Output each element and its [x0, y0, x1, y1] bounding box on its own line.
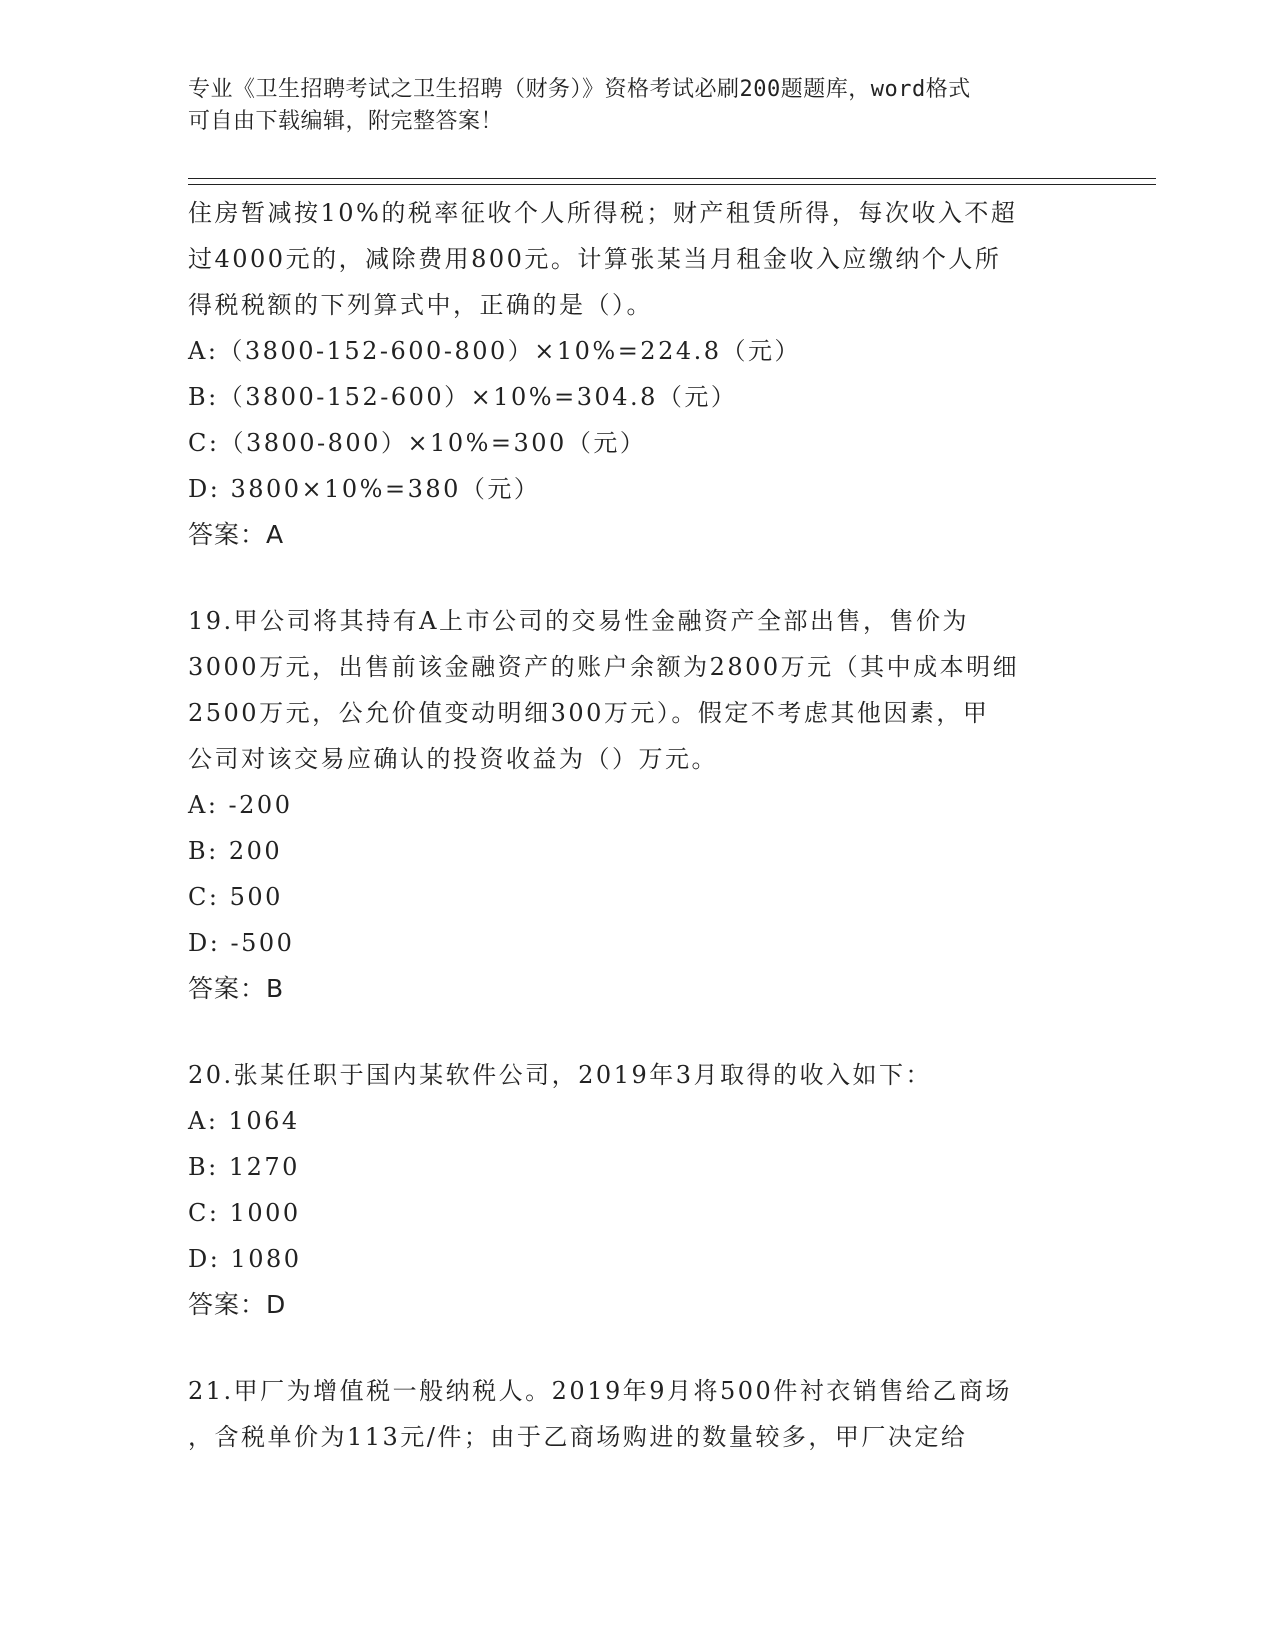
option-d: D: -500 — [188, 929, 295, 957]
question-list — [188, 190, 1088, 1460]
answer-label: 答案：D — [188, 1290, 287, 1319]
question-stem-line: ，含税单价为113元/件；由于乙商场购进的数量较多，甲厂决定给 — [188, 1423, 968, 1451]
question-stem-line: 公司对该交易应确认的投资收益为（）万元。 — [188, 745, 718, 773]
question-21 — [188, 1368, 1088, 1460]
answer-label: 答案：B — [188, 974, 285, 1003]
question-stem-line: 得税税额的下列算式中，正确的是（）。 — [188, 291, 653, 319]
header-divider-top — [188, 178, 1156, 179]
question-stem-line: 住房暂减按10%的税率征收个人所得税；财产租赁所得，每次收入不超 — [188, 199, 1018, 227]
option-c: C: 500 — [188, 883, 283, 911]
header-divider-bottom — [188, 184, 1156, 185]
option-a: A: -200 — [188, 791, 293, 819]
question-19 — [188, 598, 1088, 1012]
question-20 — [188, 1052, 1088, 1328]
option-a: A: 1064 — [188, 1107, 300, 1135]
question-stem-line: 20.张某任职于国内某软件公司，2019年3月取得的收入如下： — [188, 1061, 933, 1089]
question-stem-line: 21.甲厂为增值税一般纳税人。2019年9月将500件衬衣销售给乙商场 — [188, 1377, 1012, 1405]
answer-label: 答案：A — [188, 520, 285, 549]
header-line-2: 可自由下载编辑，附完整答案！ — [188, 109, 504, 134]
document-header — [188, 74, 1088, 138]
question-18 — [188, 190, 1088, 558]
question-stem-line: 3000万元，出售前该金融资产的账户余额为2800万元（其中成本明细 — [188, 653, 1020, 681]
option-b: B: 200 — [188, 837, 283, 865]
option-d: D: 1080 — [188, 1245, 302, 1273]
option-a: A:（3800-152-600-800）×10%=224.8（元） — [188, 337, 802, 365]
option-c: C:（3800-800）×10%=300（元） — [188, 429, 647, 457]
question-stem-line: 19.甲公司将其持有A上市公司的交易性金融资产全部出售，售价为 — [188, 607, 969, 635]
option-d: D: 3800×10%=380（元） — [188, 475, 541, 503]
option-b: B:（3800-152-600）×10%=304.8（元） — [188, 383, 738, 411]
question-stem-line: 过4000元的，减除费用800元。计算张某当月租金收入应缴纳个人所 — [188, 245, 1002, 273]
option-c: C: 1000 — [188, 1199, 301, 1227]
option-b: B: 1270 — [188, 1153, 300, 1181]
header-line-1: 专业《卫生招聘考试之卫生招聘（财务）》资格考试必刷200题题库，word格式 — [188, 77, 971, 102]
question-stem-line: 2500万元，公允价值变动明细300万元）。假定不考虑其他因素，甲 — [188, 699, 990, 727]
